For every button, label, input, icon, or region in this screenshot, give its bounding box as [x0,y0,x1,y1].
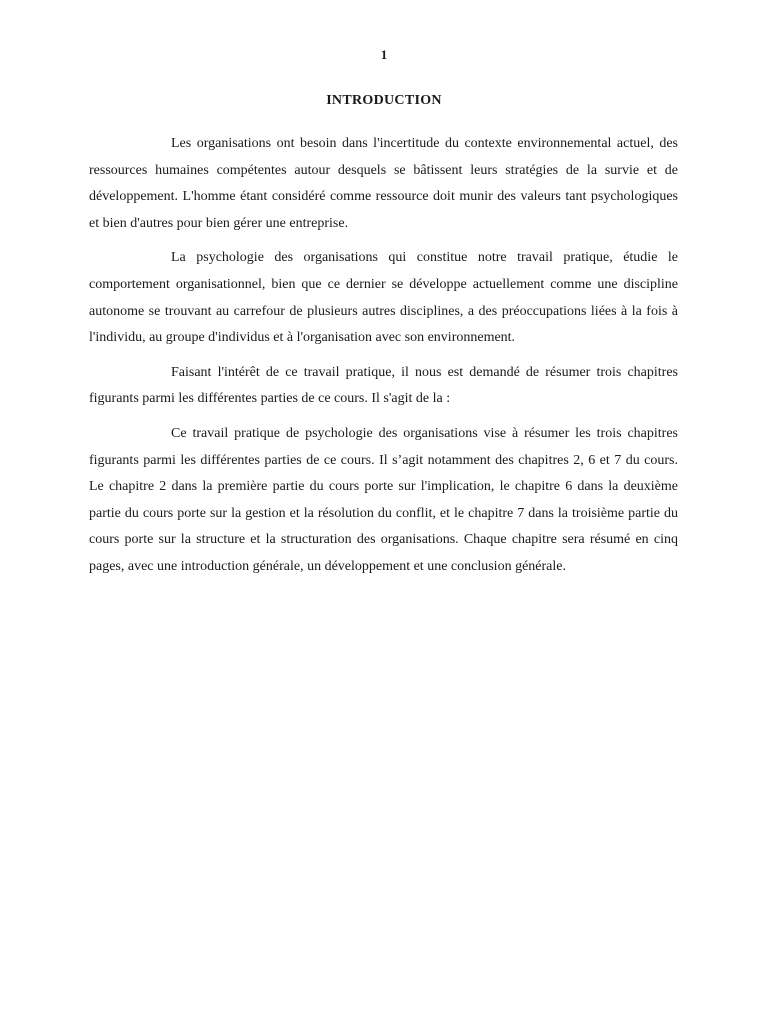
paragraph-2: La psychologie des organisations qui constitue notre travail pratique, étudie le comportement organisationnel, bien que ce dernier se développe actuellement comme une discipline autonome se trouvant au carrefour de plusieurs autres disciplines, a des préoccupations liées à la fois à l'individu, au groupe d'individus et à l'organisation avec son environnement. [89,250,678,346]
page-number: 1 [380,47,388,62]
page-title: INTRODUCTION [326,93,442,108]
document-body [89,131,678,589]
paragraph-1: Les organisations ont besoin dans l'incertitude du contexte environnemental actuel, des ressources humaines compétentes autour desquels se bâtissent leurs stratégies de la survie et de développement. L'homme étant considéré comme ressource doit munir des valeurs tant psychologiques et bien d'autres pour bien gérer une entreprise. [89,136,678,231]
paragraph-3: Faisant l'intérêt de ce travail pratique, il nous est demandé de résumer trois chapitres figurants parmi les différentes parties de ce cours. Il s'agit de la : [89,364,678,407]
paragraph-4: Ce travail pratique de psychologie des organisations vise à résumer les trois chapitres figurants parmi les différentes parties de ce cours. Il s’agit notamment des chapitres 2, 6 et 7 du cours. Le chapitre 2 dans la première partie du cours porte sur l'implication, le chapitre 6 dans la deuxième partie du cours porte sur la gestion et la résolution du conflit, et le chapitre 7 dans la troisième partie du cours porte sur la structure et la structuration des organisations. Chaque chapitre sera résumé en cinq pages, avec une introduction générale, un développement et une conclusion générale. [89,425,678,574]
